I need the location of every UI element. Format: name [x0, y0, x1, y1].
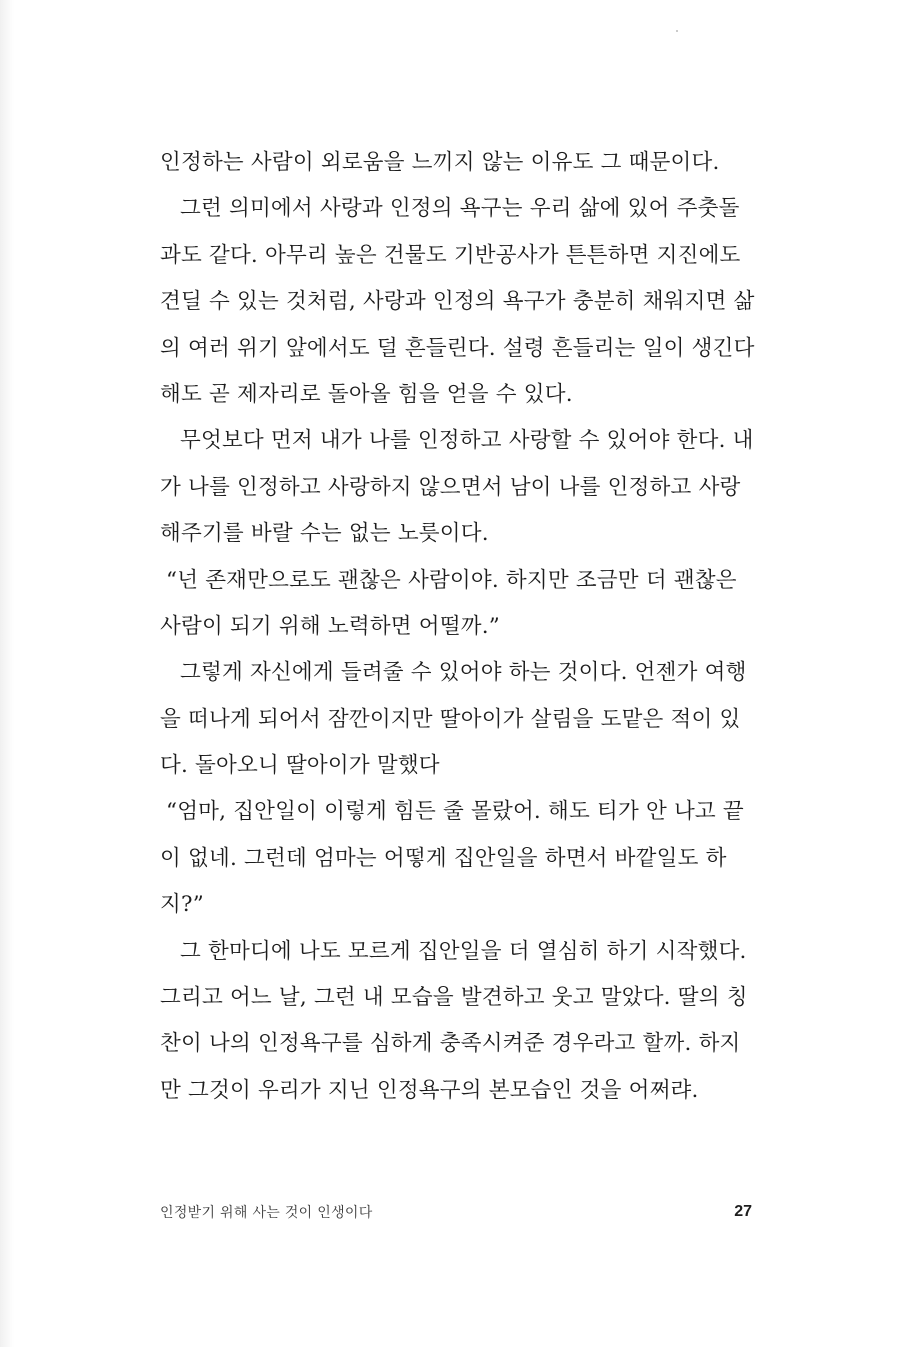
- text-line: 그리고 어느 날, 그런 내 모습을 발견하고 웃고 말았다. 딸의 칭: [160, 985, 748, 1011]
- text-line: 그런 의미에서 사랑과 인정의 욕구는 우리 삶에 있어 주춧돌: [180, 196, 740, 222]
- text-line: 다. 돌아오니 딸아이가 말했다: [160, 753, 440, 779]
- text-line: 그렇게 자신에게 들려줄 수 있어야 하는 것이다. 언젠가 여행: [180, 660, 747, 686]
- spine-shadow: [0, 0, 14, 1347]
- text-line: “엄마, 집안일이 이렇게 힘든 줄 몰랐어. 해도 티가 안 나고 끝: [166, 799, 744, 825]
- scan-speck: [676, 30, 678, 32]
- text-line: 인정하는 사람이 외로움을 느끼지 않는 이유도 그 때문이다.: [160, 150, 720, 175]
- text-line: 의 여러 위기 앞에서도 덜 흔들린다. 설령 흔들리는 일이 생긴다: [160, 335, 755, 361]
- text-line: “넌 존재만으로도 괜찮은 사람이야. 하지만 조금만 더 괜찮은: [166, 567, 737, 593]
- text-line: 지?”: [160, 892, 204, 918]
- text-line: 무엇보다 먼저 내가 나를 인정하고 사랑할 수 있어야 한다. 내: [180, 428, 754, 454]
- text-line: 견딜 수 있는 것처럼, 사랑과 인정의 욕구가 충분히 채워지면 삶: [160, 289, 755, 315]
- text-line: 찬이 나의 인정욕구를 심하게 충족시켜준 경우라고 할까. 하지: [160, 1031, 741, 1057]
- text-line: 만 그것이 우리가 지닌 인정욕구의 본모습인 것을 어쩌랴.: [160, 1077, 699, 1103]
- text-line: 해도 곧 제자리로 돌아올 힘을 얻을 수 있다.: [160, 381, 573, 407]
- text-line: 을 떠나게 되어서 잠깐이지만 딸아이가 살림을 도맡은 적이 있: [160, 706, 741, 732]
- page-number: 27: [734, 1203, 752, 1220]
- body-text: [160, 140, 760, 1114]
- text-line: 가 나를 인정하고 사랑하지 않으면서 남이 나를 인정하고 사랑: [160, 474, 741, 500]
- text-line: 과도 같다. 아무리 높은 건물도 기반공사가 튼튼하면 지진에도: [160, 242, 741, 268]
- text-line: 사람이 되기 위해 노력하면 어떨까.”: [160, 613, 500, 639]
- text-line: 이 없네. 그런데 엄마는 어떻게 집안일을 하면서 바깥일도 하: [160, 845, 727, 871]
- running-footer-title: 인정받기 위해 사는 것이 인생이다: [160, 1205, 373, 1221]
- text-line: 그 한마디에 나도 모르게 집안일을 더 열심히 하기 시작했다.: [180, 938, 747, 964]
- text-line: 해주기를 바랄 수는 없는 노릇이다.: [160, 521, 489, 547]
